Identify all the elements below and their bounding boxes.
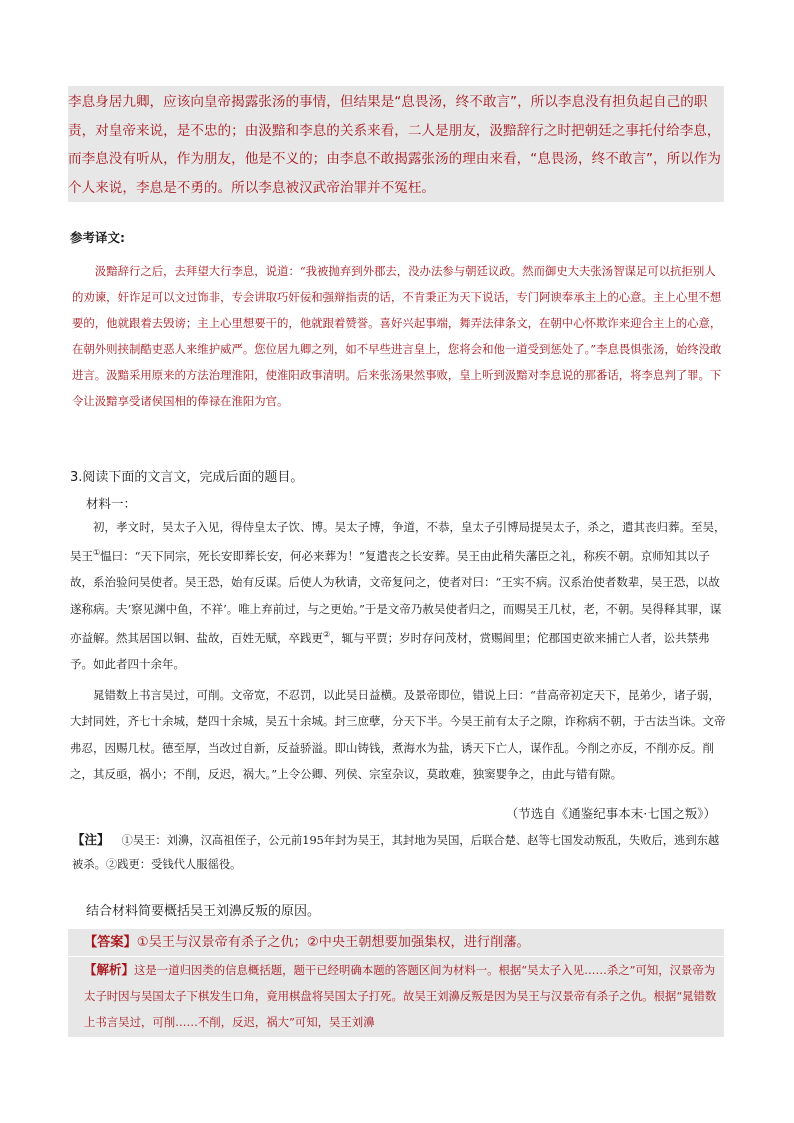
answer-highlight-block bbox=[68, 86, 724, 202]
question-3-title: 3.阅读下面的文言文，完成后面的题目。 bbox=[70, 470, 304, 485]
passage-1-part-b: 愠曰：“天下同宗，死长安即葬长安，何必来葬为！”复遣丧之长安葬。吴王由此稍失藩臣之礼，称疾不朝。京师知其以子故，系治验问吴使者。吴王恐，始有反谋。后使人为秋请，文帝复问之，使者对曰：“王实不病。汉系治使者数辈，吴王恐，以故遂称病。夫‘察见渊中鱼，不祥’。唯上弃前过，与之更始。”于是文帝乃赦吴使者归之，而赐吴王几杖，老，不朝。吴得释其罪，谋亦益解。然其居国以铜、盐故，百姓无赋，卒践更 bbox=[70, 549, 722, 645]
note-label: 【注】 bbox=[72, 832, 110, 847]
note-marker-2: ② bbox=[323, 630, 331, 640]
analysis-line bbox=[68, 957, 724, 1035]
passage-paragraph-1 bbox=[70, 514, 726, 677]
answer-block bbox=[68, 929, 724, 956]
answer-paragraph: 李息身居九卿，应该向皇帝揭露张汤的事情，但结果是“息畏汤，终不敢言”，所以李息没有担负起自己的职责，对皇帝来说，是不忠的；由汲黯和李息的关系来看，二人是朋友，汲黯辞行之时把朝廷之事托付给李息，而李息没有听从，作为朋友，他是不义的；由李息不敢揭露张汤的理由来看，“息畏汤，终不敢言”，所以作为个人来说，李息是不勇的。所以李息被汉武帝治罪并不冤枉。 bbox=[68, 94, 721, 196]
answer-text: ①吴王与汉景帝有杀子之仇；②中央王朝想要加强集权，进行削藩。 bbox=[136, 935, 530, 950]
passage-1-part-c: ，辄与平贾；岁时存问茂材，赏赐闾里；佗郡国吏欲来捕亡人者，讼共禁弗予。如此者四十余年。 bbox=[70, 630, 710, 672]
reference-translation-text: 汲黯辞行之后，去拜望大行李息，说道：“我被抛弃到外郡去，没办法参与朝廷议政。然而御史大夫张汤智谋足可以抗拒别人的劝谏，奸诈足可以文过饰非，专会讲取巧奸佞和强辩指责的话，不肯秉正为天下说话，专门阿谀奉承主上的心意。主上心里不想要的，他就跟着去毁谤；主上心里想要干的，他就跟着赞誉。喜好兴起事端，舞弄法律条文，在朝中心怀欺诈来迎合主上的心意，在朝外则挟制酷吏恶人来维护威严。您位居九卿之列，如不早些进言皇上，您将会和他一道受到惩处了。”李息畏惧张汤，始终没敢进言。汲黯采用原来的方法治理淮阳，使淮阳政事清明。后来张汤果然事败，皇上听到汲黯对李息说的那番话，将李息判了罪。下令让汲黯享受诸侯国相的俸禄在淮阳为官。 bbox=[72, 264, 722, 408]
answer-tag: 【答案】 bbox=[84, 935, 137, 950]
reference-translation-title: 参考译文: bbox=[70, 230, 125, 245]
passage-paragraph-2: 晁错数上书言吴过，可削。文帝宽，不忍罚，以此吴日益横。及景帝即位，错说上曰：“昔高帝初定天下，昆弟少，诸子弱，大封同姓，齐七十余城，楚四十余城，吴五十余城。封三庶孽，分天下半。今吴王前有太子之隙，诈称病不朝，于古法当诛。文帝弗忍，因赐几杖。德至厚，当改过自新，反益骄溢。即山铸钱，煮海水为盐，诱天下亡人，谋作乱。今削之亦反，不削亦反。削之，其反亟，祸小；不削，反迟，祸大。”上令公卿、列侯、宗室杂议，莫敢难，独窦婴争之，由此与错有隙。 bbox=[70, 688, 726, 781]
material-1-label: 材料一： bbox=[86, 496, 137, 511]
passage-1-part-a: 初，孝文时，吴太子入见，得侍皇太子饮、博。吴太子博，争道，不恭，皇太子引博局提吴太子，杀之，遣其丧归葬。至吴，吴王 bbox=[70, 520, 726, 564]
answer-line bbox=[68, 929, 724, 956]
question-prompt: 结合材料简要概括吴王刘濞反叛的原因。 bbox=[86, 904, 321, 919]
analysis-tag: 【解析】 bbox=[84, 962, 135, 977]
source-citation: （节选自《通鉴纪事本末·七国之叛》） bbox=[505, 806, 716, 821]
analysis-text: 这是一道归因类的信息概括题，题干已经明确本题的答题区间为材料一。根据“吴太子入见……杀之”可知，汉景帝为太子时因与吴国太子下棋发生口角，竟用棋盘将吴国太子打死。故吴王刘濞反叛是因为吴王与汉景帝有杀子之仇。根据“晁错数上书言吴过，可削……不削，反迟，祸大”可知，吴王刘濞 bbox=[84, 963, 717, 1029]
analysis-block bbox=[68, 957, 724, 1037]
note-marker-1: ① bbox=[93, 548, 101, 558]
footnote bbox=[72, 828, 722, 877]
note-text: ①吴王：刘濞，汉高祖侄子，公元前195年封为吴王，其封地为吴国，后联合楚、赵等七国发动叛乱，失败后，逃到东越被杀。②践更：受钱代人服徭役。 bbox=[72, 834, 720, 871]
